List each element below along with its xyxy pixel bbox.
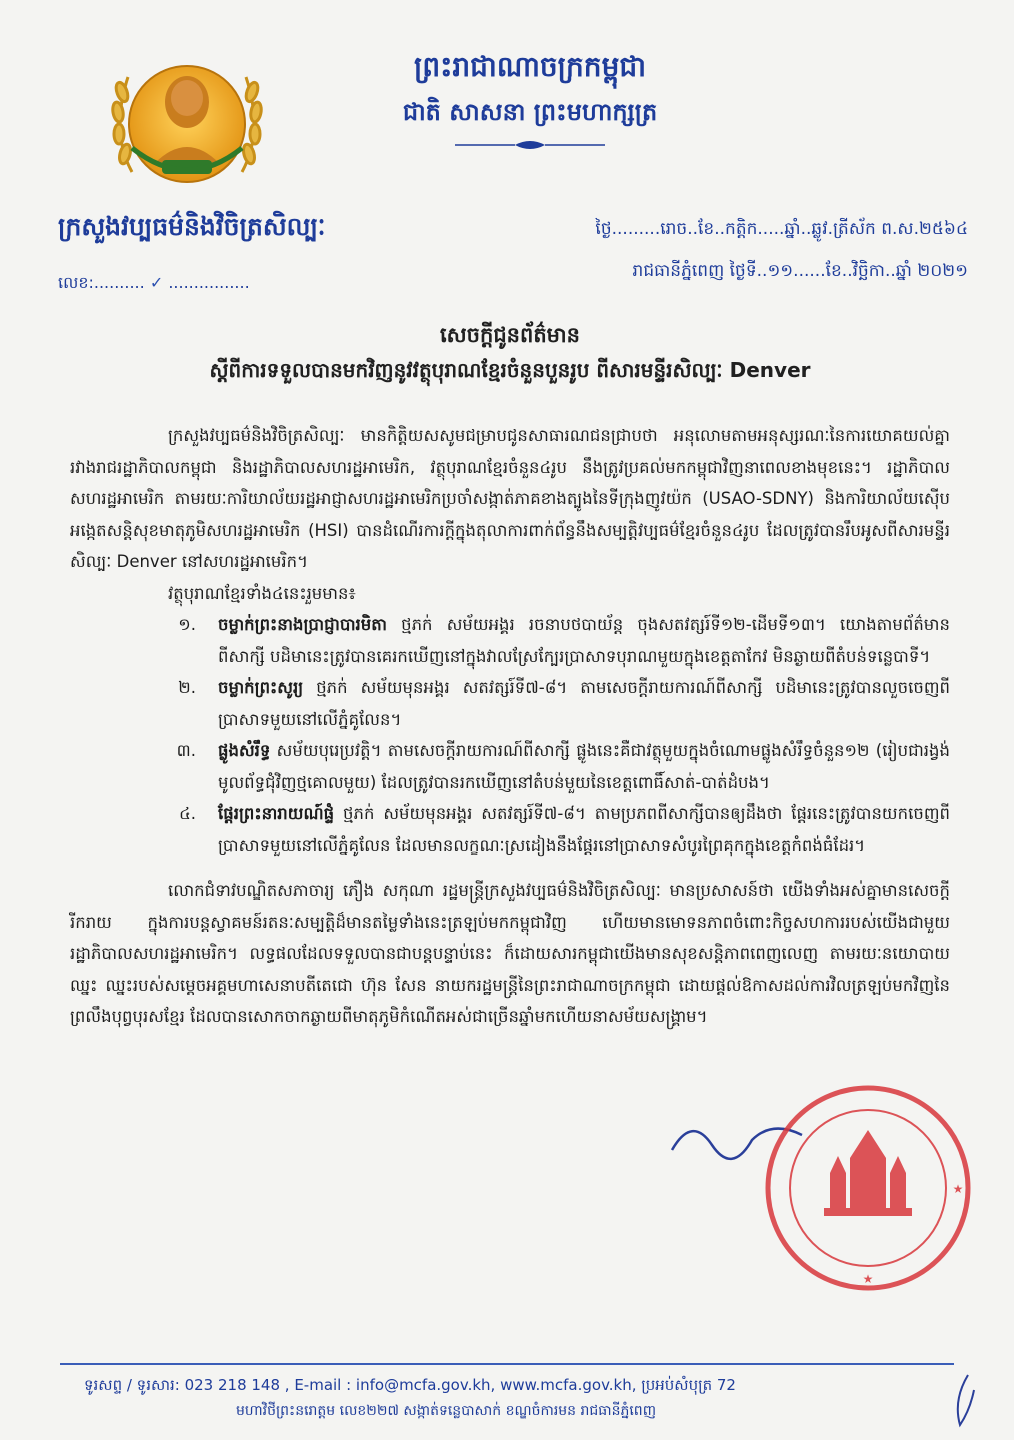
official-stamp-icon bbox=[758, 1078, 978, 1298]
footer-contact: ទូរសព្ទ / ទូរសារ: 023 218 148 , E-mail : info@mcfa.gov.kh, www.mcfa.gov.kh, ប្រអប់សំបុត្រ 72 bbox=[84, 1376, 736, 1394]
footer-divider bbox=[60, 1363, 954, 1365]
item-title: ផ្តែរព្រះនារាយណ៍ផ្ទំ bbox=[218, 804, 335, 823]
list-item bbox=[70, 735, 950, 798]
item-text: សម័យបុរេប្រវត្តិ។ តាមសេចក្តីរាយការណ៍ពីសាក្សី ផ្លូងនេះគឺជាវត្ថុមួយក្នុងចំណោមផ្លូងសំរឹទ្ធចំនួន១២ (រៀបជារង្វង់មូលព័ទ្ធជុំវិញថ្មគោលមួយ) ដែលត្រូវបានរកឃើញនៅតំបន់មួយនៃខេត្តពោធិ៍សាត់-បាត់ដំបង។ bbox=[218, 741, 950, 792]
ministry-emblem-icon bbox=[92, 52, 282, 202]
kingdom-motto: ជាតិ សាសនា ព្រះមហាក្សត្រ bbox=[402, 97, 658, 126]
items-lead: វត្ថុបុរាណខ្មែរទាំង៤នេះរួមមាន៖ bbox=[168, 583, 356, 603]
kingdom-name: ព្រះរាជាណាចក្រកម្ពុជា bbox=[413, 50, 646, 83]
item-title: ផ្លូងសំរឹទ្ធ bbox=[218, 741, 271, 760]
item-number: ៤. bbox=[179, 804, 196, 823]
reference-label: លេខ:.......... bbox=[58, 273, 145, 292]
footer-address: មហាវិថីព្រះនរោត្តម លេខ២២៧ សង្កាត់ទន្លេបាសាក់ ខណ្ឌចំការមន រាជធានីភ្នំពេញ bbox=[236, 1403, 657, 1419]
item-title: ចម្លាក់ព្រះសូរ្យ bbox=[218, 678, 304, 697]
handwritten-mark-icon bbox=[948, 1370, 978, 1430]
item-text: ថ្មភក់ សម័យមុនអង្គរ សតវត្សរ៍ទី៧-៨។ តាមសេចក្តីរាយការណ៍ពីសាក្សី បដិមានេះត្រូវបានលួចចេញពីប្រាសាទមួយនៅលើភ្នំគូលែន។ bbox=[218, 678, 950, 729]
item-number: ២. bbox=[178, 678, 196, 697]
list-item bbox=[70, 798, 950, 861]
lunar-date: ថ្ងៃ.........រោច..ខែ..កត្តិក.....ឆ្នាំ..ឆ្លូវ.ត្រីស័ក ព.ស.២៥៦៤ bbox=[595, 219, 968, 239]
svg-text:★: ★ bbox=[952, 1182, 964, 1196]
solar-date: រាជធានីភ្នំពេញ ថ្ងៃទី..១១......ខែ..វិច្ឆិកា..ឆ្នាំ ២០២១ bbox=[632, 261, 968, 281]
intro-paragraph: ក្រសួងវប្បធម៌និងវិចិត្រសិល្បៈ មានកិត្តិយសសូមជម្រាបជូនសាធារណជនជ្រាបថា អនុលោមតាមអនុស្សរណៈនៃការយោគយល់គ្នារវាងរាជរដ្ឋាភិបាលកម្ពុជា និងរដ្ឋាភិបាលសហរដ្ឋអាមេរិក, វត្ថុបុរាណខ្មែរចំនួន៤រូប នឹងត្រូវប្រគល់មកកម្ពុជាវិញនាពេលខាងមុខនេះ។ រដ្ឋាភិបាលសហរដ្ឋអាមេរិក តាមរយៈការិយាល័យរដ្ឋអាជ្ញាសហរដ្ឋអាមេរិកប្រចាំសង្កាត់ភាគខាងត្បូងនៃទីក្រុងញូវយ៉ក (USAO-SDNY) និងការិយាល័យស៊ើបអង្កេតសន្តិសុខមាតុភូមិសហរដ្ឋអាមេរិក (HSI) បានដំណើរការក្តីក្នុងតុលាការពាក់ព័ន្ធនឹងសម្បត្តិវប្បធម៌ខ្មែរចំនួន៤រូប ដែលត្រូវបានរឹបអូសពីសារមន្ទីរសិល្បៈ Denver នៅសហរដ្ឋអាមេរិក។ bbox=[70, 426, 950, 571]
svg-text:★: ★ bbox=[862, 1272, 874, 1286]
ornament-divider-icon bbox=[455, 140, 605, 150]
title-line-1: សេចក្តីជូនព័ត៌មាន bbox=[440, 323, 580, 347]
item-title: ចម្លាក់ព្រះនាងប្រាជ្ញាបារមិតា bbox=[218, 615, 387, 634]
item-text: ថ្មភក់ សម័យមុនអង្គរ សតវត្សរ៍ទី៧-៨។ តាមប្រភពពីសាក្សីបានឲ្យដឹងថា ផ្តែរនេះត្រូវបានយកចេញពីប្រាសាទមួយនៅលើភ្នំគូលែន ដែលមានលក្ខណៈស្រដៀងនឹងផ្តែរនៅប្រាសាទសំបូរព្រៃគុកក្នុងខេត្តកំពង់ធំដែរ។ bbox=[218, 804, 950, 855]
reference-number: លេខ:.......... ✓ ................ bbox=[58, 273, 250, 292]
reference-value: ✓ bbox=[149, 273, 164, 292]
item-number: ៣. bbox=[176, 741, 196, 760]
kingdom-header bbox=[380, 48, 680, 154]
artifact-list bbox=[70, 609, 950, 861]
item-number: ១. bbox=[178, 615, 196, 634]
list-item bbox=[70, 672, 950, 735]
ministry-name: ក្រសួងវប្បធម៌និងវិចិត្រសិល្បៈ bbox=[58, 212, 326, 241]
minister-statement: លោកជំទាវបណ្ឌិតសភាចារ្យ ភឿង សកុណា រដ្ឋមន្ត្រីក្រសួងវប្បធម៌និងវិចិត្រសិល្បៈ មានប្រសាសន៍ថា យើងទាំងអស់គ្នាមានសេចក្តីរីករាយ ក្នុងការបន្តស្វាគមន៍រតនៈសម្បត្តិដ៏មានតម្លៃទាំងនេះត្រឡប់មកកម្ពុជាវិញ ហើយមានមោទនភាពចំពោះកិច្ចសហការរបស់យើងជាមួយរដ្ឋាភិបាលសហរដ្ឋអាមេរិក។ លទ្ធផលដែលទទួលបានជាបន្តបន្ទាប់នេះ ក៏ដោយសារកម្ពុជាយើងមានសុខសន្តិភាពពេញលេញ តាមរយៈនយោបាយឈ្នះ ឈ្នះរបស់សម្តេចអគ្គមហាសេនាបតីតេជោ ហ៊ុន សែន នាយករដ្ឋមន្ត្រីនៃព្រះរាជាណាចក្រកម្ពុជា ដោយផ្តល់ឱកាសដល់ការវិលត្រឡប់មកវិញនៃព្រលឹងបុព្វបុរសខ្មែរ ដែលបានសោកចាកឆ្ងាយពីមាតុភូមិកំណើតអស់ជាច្រើនឆ្នាំមកហើយនាសម័យសង្គ្រាម។ bbox=[70, 881, 950, 1026]
item-text: ថ្មភក់ សម័យអង្គរ រចនាបថបាយ័ន្ត ចុងសតវត្សរ៍ទី១២-ដើមទី១៣។ យោងតាមព័ត៌មានពីសាក្សី បដិមានេះត្រូវបានគេរកឃើញនៅក្នុងវាលស្រែក្បែរប្រាសាទបុរាណមួយក្នុងខេត្តតាកែវ មិនឆ្ងាយពីតំបន់ទន្លេបាទី។ bbox=[218, 615, 950, 666]
document-title bbox=[80, 320, 940, 386]
title-line-2: ស្តីពីការទទួលបានមកវិញនូវវត្ថុបុរាណខ្មែរចំនួនបួនរូប ពីសារមន្ទីរសិល្បៈ Denver bbox=[209, 358, 811, 382]
document-body bbox=[70, 420, 950, 1033]
list-item bbox=[70, 609, 950, 672]
